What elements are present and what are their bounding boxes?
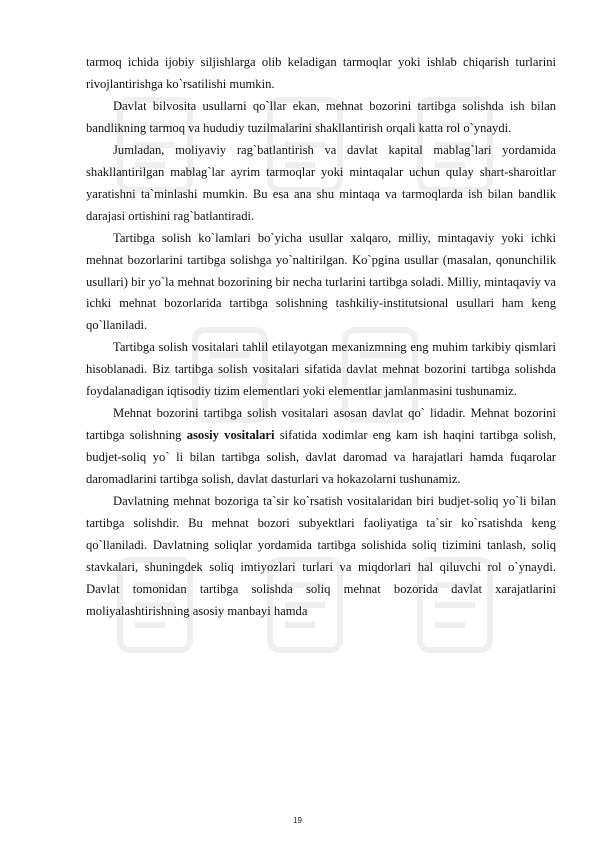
paragraph-text: Mehnat bozorini tartibga solish vositalari asosan davlat qo` lidadir. Mehnat bozorini tartibga solishning bbox=[86, 406, 556, 443]
paragraph: Jumladan, moliyaviy rag`batlantirish va davlat kapital mablag`lari yordamida shakllantirilgan mablag`lar ayrim tarmoqlar yoki mintaqalar uchun qulay shart-sharoitlar yaratishni ta`minlashi mumkin. Bu esa ana shu mintaqa va tarmoqlarda ish bilan bandlik darajasi ortishini rag`batlantiradi. bbox=[86, 142, 556, 223]
paragraph-text: sifatida xodimlar eng kam ish haqini tartibga solish, budjet-soliq yo` li bilan tartibga solish, davlat daromad va harajatlari hamda fuqarolar daromadlarini tartibga solish, davlat dasturlari va hokazolarni tushunamiz. bbox=[86, 428, 556, 487]
page-number: 19 bbox=[293, 816, 302, 825]
paragraph: Davlatning mehnat bozoriga ta`sir ko`rsatish vositalaridan biri budjet-soliq yo`li bilan tartibga solishdir. Bu mehnat bozori subyektlari faoliyatiga ta`sir ko`rsatishda keng qo`llaniladi. Davlatning soliqlar yordamida tartibga solishida soliq tizimini tanlash, soliq stavkalari, shuningdek soliq imtiyozlari turlari va miqdorlari hal qiluvchi rol o`ynaydi. Davlat tomonidan tartibga solishda soliq mehnat bozorida davlat xarajatlarini moliyalashtirishning asosiy manbayi hamda bbox=[86, 494, 556, 618]
paragraph: Tartibga solish ko`lamlari bo`yicha usullar xalqaro, milliy, mintaqaviy yoki ichki mehnat bozorlarini tartibga solishga yo`naltirilgan. Ko`pgina usullar (masalan, qonunchilik usullari) bir yo`la mehnat bozorining bir necha turlarini tartibga soladi. Milliy, mintaqaviy va ichki mehnat bozorlarida tartibga solishning tashkiliy-institutsional usullari ham keng qo`llaniladi. bbox=[86, 230, 556, 333]
paragraph: tarmoq ichida ijobiy siljishlarga olib keladigan tarmoqlar yoki ishlab chiqarish turlarini rivojlantirishga ko`rsatilishi mumkin. bbox=[86, 55, 556, 91]
bold-term: asosiy vositalari bbox=[186, 428, 275, 443]
paragraph bbox=[86, 403, 556, 491]
paragraph: Davlat bilvosita usullarni qo`llar ekan, mehnat bozorini tartibga solishda ish bilan bandlikning tarmoq va hududiy tuzilmalarini shakllantirish orqali katta rol o`ynaydi. bbox=[86, 98, 556, 135]
document-body bbox=[86, 52, 556, 623]
paragraph: Tartibga solish vositalari tahlil etilayotgan mexanizmning eng muhim tarkibiy qismlari hisoblanadi. Biz tartibga solish vositalari sifatida davlat mehnat bozorini tartibga solishda foydalanadigan iqtisodiy tizim elementlari yoki elementlar jamlanmasini tushunamiz. bbox=[86, 340, 556, 399]
